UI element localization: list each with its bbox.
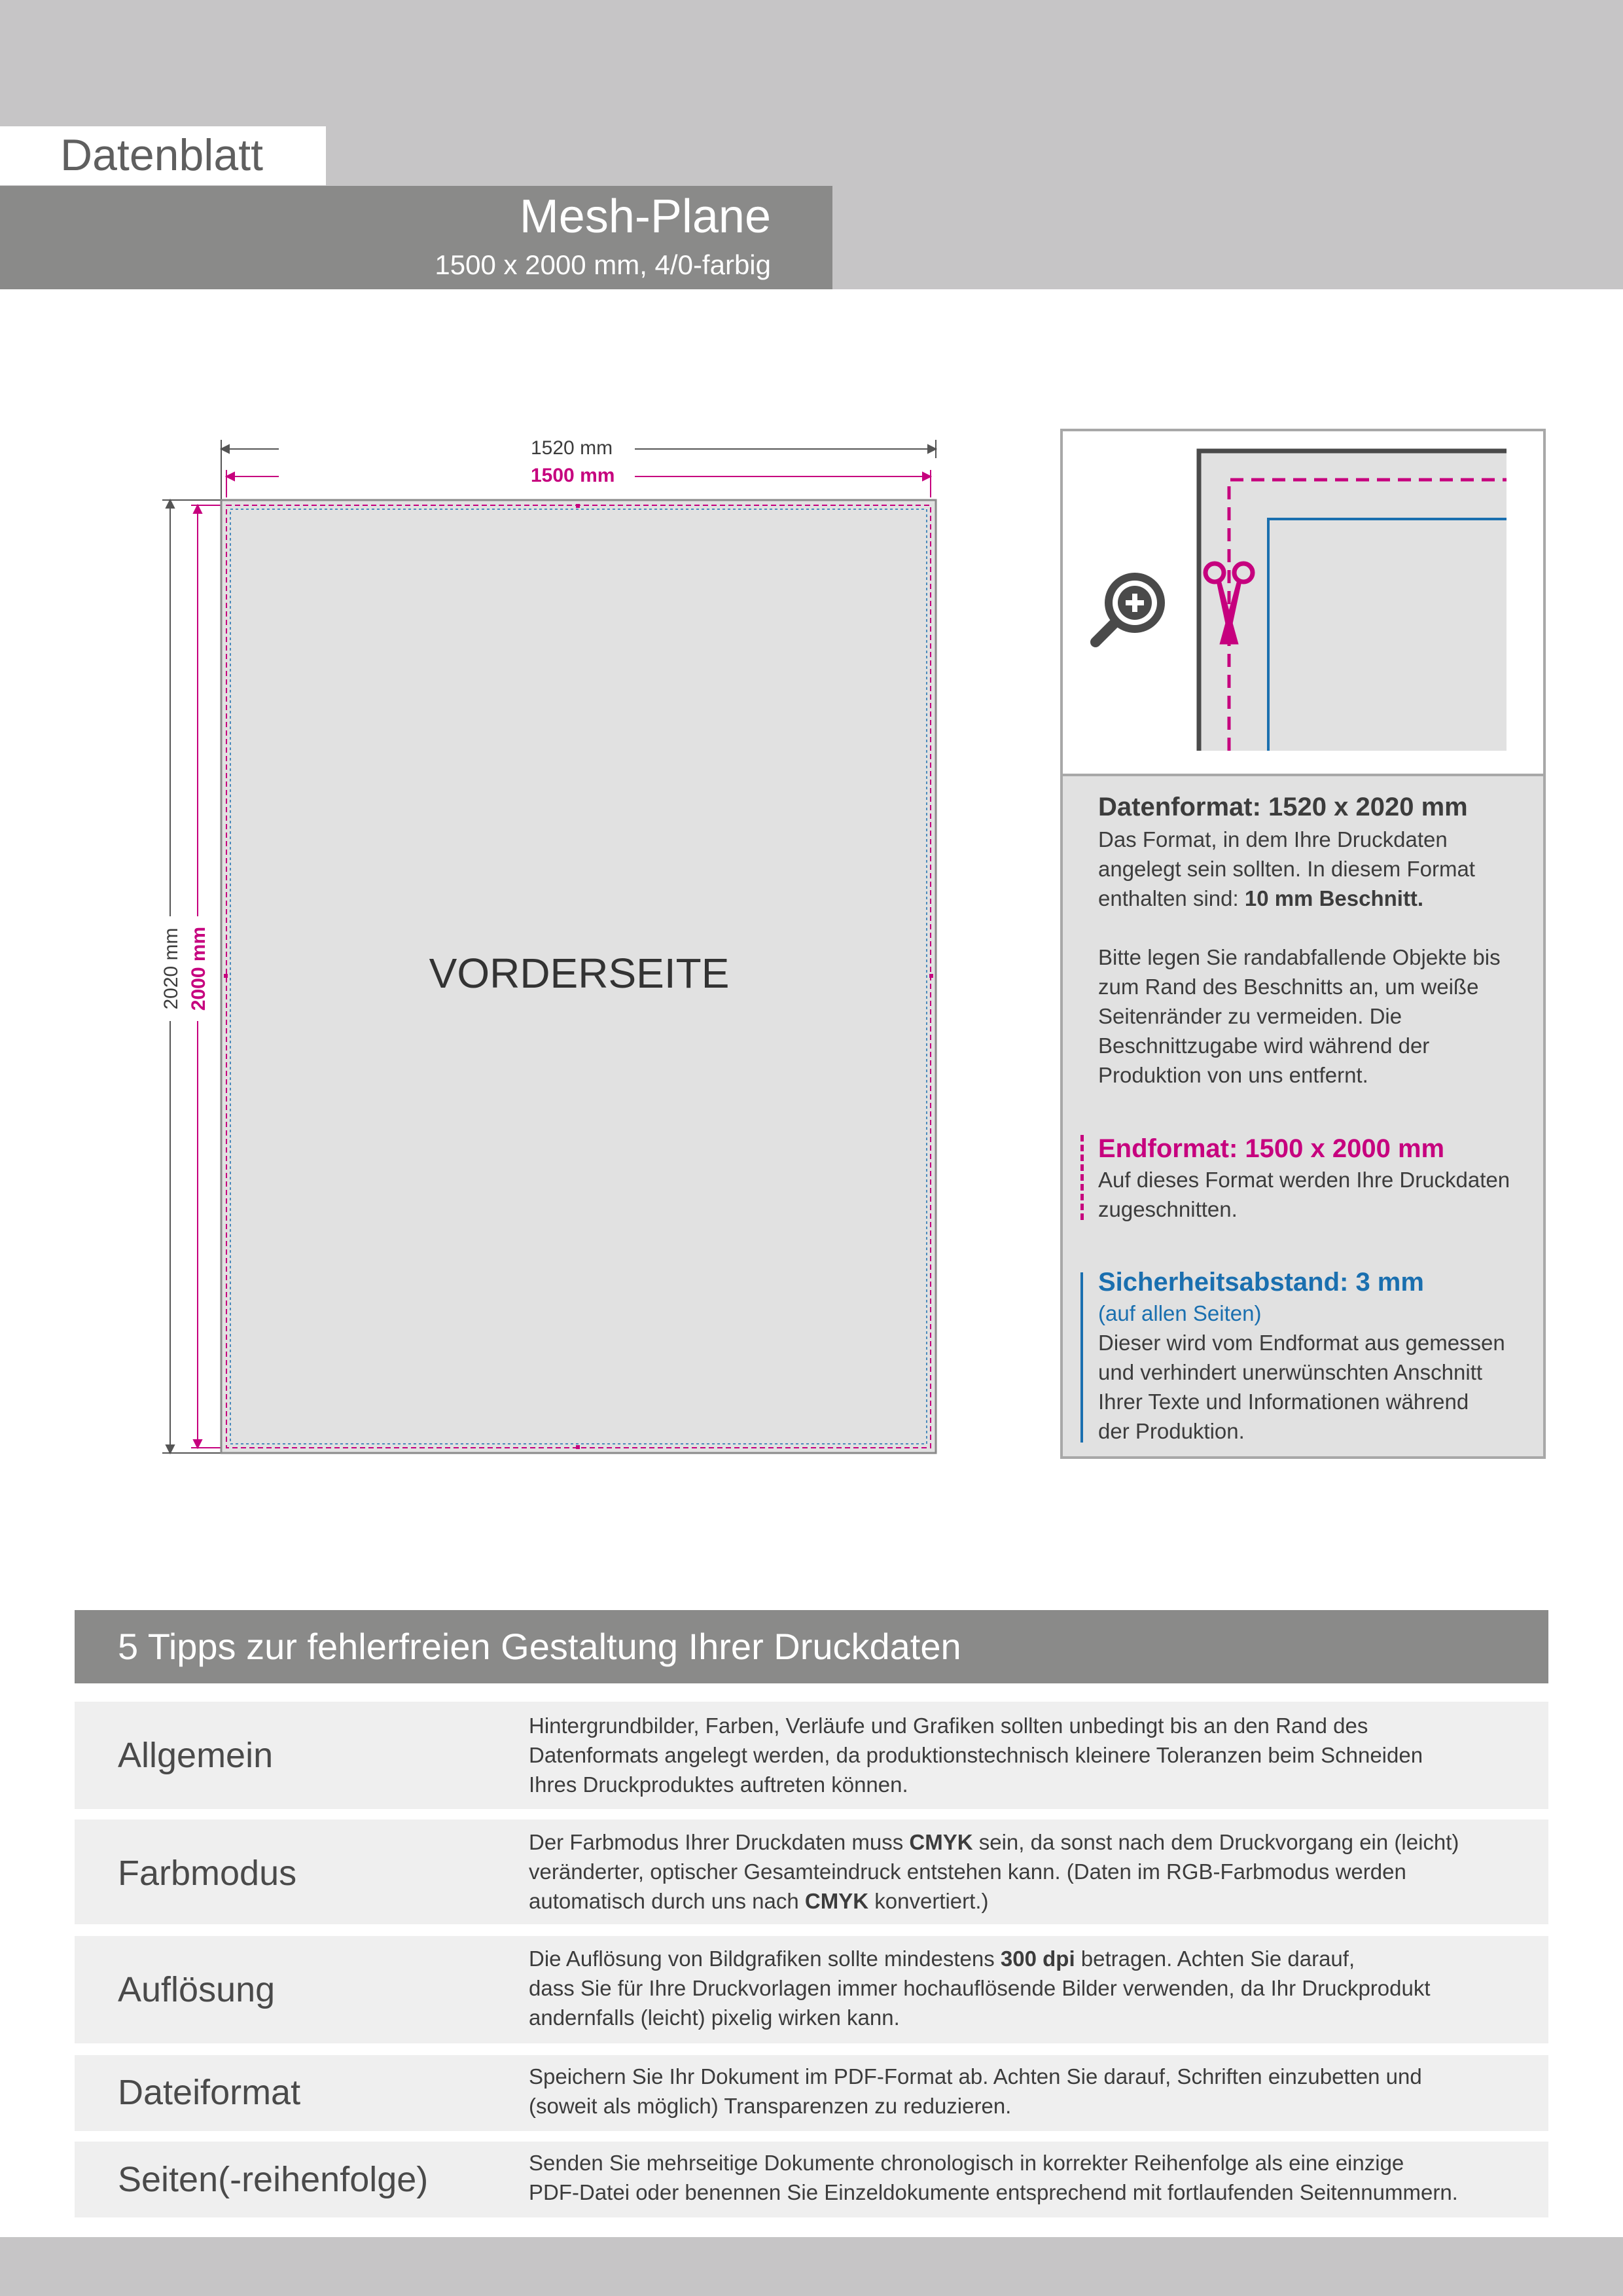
bleed-line-4: Beschnittzugabe wird während der (1098, 1033, 1430, 1058)
tip-line: Hintergrundbilder, Farben, Verläufe und Grafiken sollten unbedingt bis an den Rand des (529, 1713, 1368, 1738)
tip-line: andernfalls (leicht) pixelig wirken kann. (529, 2005, 900, 2030)
tip-line: Ihres Druckproduktes auftreten können. (529, 1772, 908, 1797)
bleed-line-1: Bitte legen Sie randabfallende Objekte bis (1098, 945, 1501, 969)
width-total-label: 1520 mm (522, 437, 622, 459)
tip-line: automatisch durch uns nach CMYK konvertiert.) (529, 1889, 989, 1913)
safety-line-1: Dieser wird vom Endformat aus gemessen (1098, 1331, 1505, 1355)
safety-title: Sicherheitsabstand: 3 mm (1098, 1268, 1424, 1297)
datenformat-line-3: enthalten sind: 10 mm Beschnitt. (1098, 886, 1424, 910)
bleed-text (1098, 942, 1537, 1090)
tip-name-allgemein: Allgemein (118, 1736, 274, 1775)
datenformat-line-2: angelegt sein sollten. In diesem Format (1098, 857, 1475, 881)
datenformat-text (1098, 825, 1537, 913)
tip-line: (soweit als möglich) Transparenzen zu reduzieren. (529, 2094, 1012, 2118)
safety-line-3: Ihrer Texte und Informationen während (1098, 1390, 1469, 1414)
tip-text-farbmodus (529, 1827, 1537, 1916)
tip-line: Speichern Sie Ihr Dokument im PDF-Format ab. Achten Sie darauf, Schriften einzubetten und (529, 2064, 1422, 2089)
endformat-text (1098, 1165, 1537, 1224)
bleed-line-5: Produktion von uns entfernt. (1098, 1063, 1368, 1087)
endformat-marker (1080, 1135, 1084, 1220)
tip-line: Der Farbmodus Ihrer Druckdaten muss CMYK sein, da sonst nach dem Druckvorgang ein (leicht) (529, 1830, 1459, 1854)
tip-text-dateiformat (529, 2062, 1537, 2121)
bleed-detail-illustration (1063, 431, 1543, 774)
endformat-line-2: zugeschnitten. (1098, 1197, 1238, 1221)
tips-title: 5 Tipps zur fehlerfreien Gestaltung Ihrer Druckdaten (118, 1626, 961, 1667)
product-name: Mesh-Plane (519, 190, 771, 243)
tip-line: PDF-Datei oder benennen Sie Einzeldokumente entsprechend mit fortlaufenden Seitennummern. (529, 2180, 1458, 2204)
doc-type-title: Datenblatt (60, 130, 263, 180)
height-total-label: 2020 mm (160, 918, 183, 1018)
endformat-title: Endformat: 1500 x 2000 mm (1098, 1134, 1445, 1163)
datenformat-title: Datenformat: 1520 x 2020 mm (1098, 793, 1468, 821)
tip-line: Die Auflösung von Bildgrafiken sollte mindestens 300 dpi betragen. Achten Sie darauf, (529, 1946, 1355, 1971)
width-final-label: 1500 mm (522, 465, 624, 487)
footer-band (0, 2237, 1623, 2296)
safety-text (1098, 1328, 1537, 1446)
tip-line: veränderter, optischer Gesamteindruck entstehen kann. (Daten im RGB-Farbmodus werden (529, 1859, 1406, 1884)
safety-marker (1080, 1272, 1083, 1443)
tip-line: Senden Sie mehrseitige Dokumente chronologisch in korrekter Reihenfolge als eine einzige (529, 2151, 1404, 2175)
safety-subtitle: (auf allen Seiten) (1098, 1301, 1262, 1325)
tip-line: Datenformats angelegt werden, da produktionstechnisch kleinere Toleranzen beim Schneiden (529, 1743, 1423, 1767)
tip-text-allgemein (529, 1711, 1537, 1799)
front-side-label: VORDERSEITE (429, 950, 730, 997)
tip-name-farbmodus: Farbmodus (118, 1854, 297, 1893)
tip-text-seiten (529, 2148, 1537, 2207)
datenformat-line-1: Das Format, in dem Ihre Druckdaten (1098, 827, 1448, 852)
tip-text-aufloesung (529, 1944, 1537, 2032)
bleed-line-2: zum Rand des Beschnitts an, um weiße (1098, 975, 1479, 999)
bleed-line-3: Seitenränder zu vermeiden. Die (1098, 1004, 1402, 1028)
tip-name-dateiformat: Dateiformat (118, 2073, 301, 2112)
endformat-line-1: Auf dieses Format werden Ihre Druckdaten (1098, 1168, 1510, 1192)
zoom-in-icon (1096, 573, 1165, 642)
tip-name-aufloesung: Auflösung (118, 1970, 276, 2009)
safety-line-4: der Produktion. (1098, 1419, 1245, 1443)
safety-line-2: und verhindert unerwünschten Anschnitt (1098, 1360, 1483, 1384)
tip-name-seiten: Seiten(-reihenfolge) (118, 2160, 429, 2199)
tip-line: dass Sie für Ihre Druckvorlagen immer hochauflösende Bilder verwenden, da Ihr Druckprodukt (529, 1976, 1431, 2000)
product-subtitle: 1500 x 2000 mm, 4/0-farbig (435, 249, 771, 280)
height-final-label: 2000 mm (188, 918, 210, 1020)
